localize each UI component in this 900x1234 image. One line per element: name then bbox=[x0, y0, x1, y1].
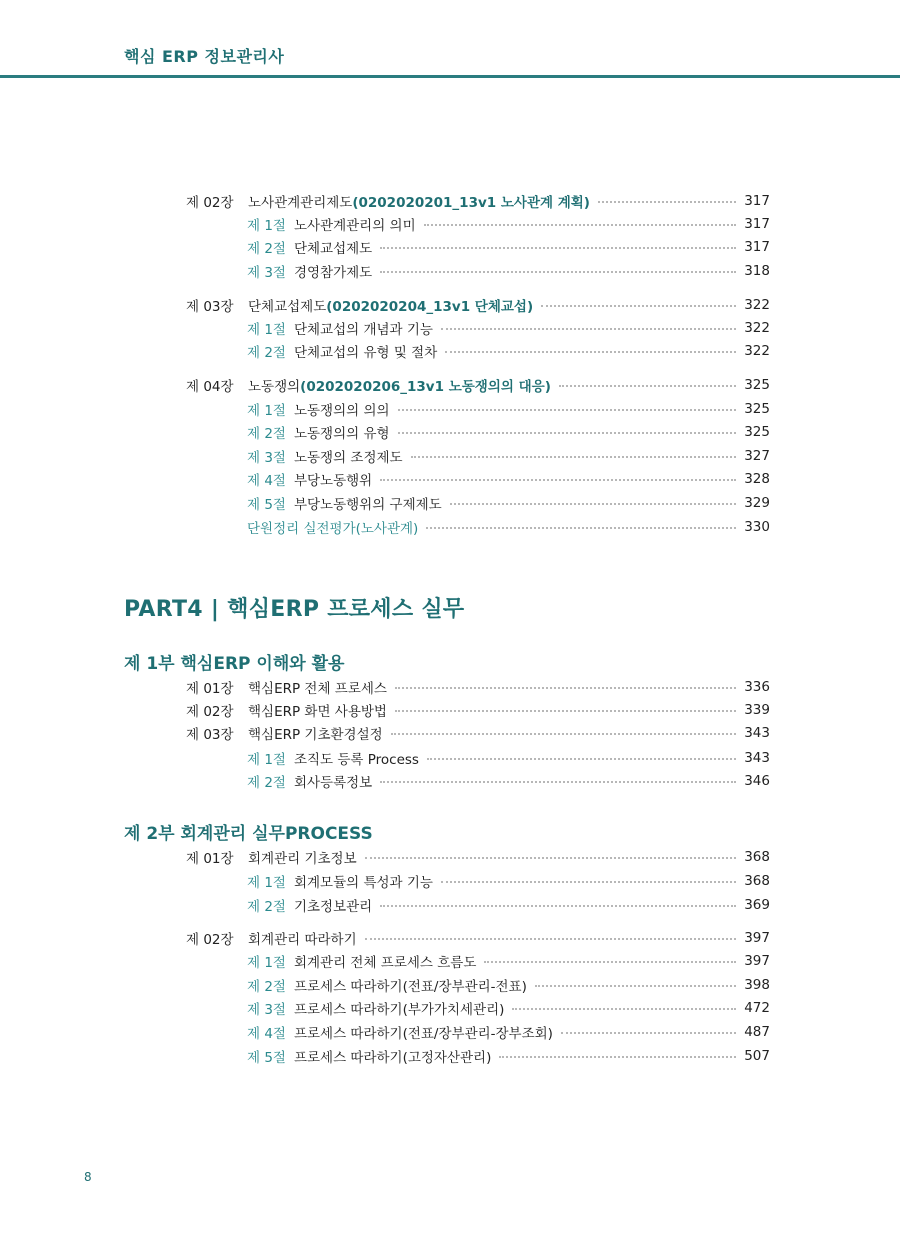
toc-summary-entry[interactable] bbox=[247, 517, 770, 537]
dot-leader bbox=[380, 905, 736, 907]
page-ref: 343 bbox=[744, 725, 770, 741]
toc-section-entry[interactable] bbox=[247, 318, 770, 338]
page-ref: 325 bbox=[744, 401, 770, 417]
page-ref: 328 bbox=[744, 471, 770, 487]
bu1-title: 제 1부 핵심ERP 이해와 활용 bbox=[124, 654, 345, 674]
toc-section-entry[interactable] bbox=[247, 998, 770, 1018]
section-number: 제 3절 bbox=[247, 265, 286, 281]
dot-leader bbox=[441, 881, 736, 883]
dot-leader bbox=[499, 1056, 736, 1058]
dot-leader bbox=[391, 733, 737, 735]
toc-chapter-entry[interactable] bbox=[186, 723, 770, 743]
dot-leader bbox=[395, 710, 736, 712]
section-number: 제 3절 bbox=[247, 450, 286, 466]
entry-title: 회사등록정보 bbox=[293, 775, 373, 791]
toc-section-entry[interactable] bbox=[247, 469, 770, 489]
dot-leader bbox=[561, 1032, 736, 1034]
toc-section-entry[interactable] bbox=[247, 341, 770, 361]
toc-section-entry[interactable] bbox=[247, 422, 770, 442]
toc-section-entry[interactable] bbox=[247, 237, 770, 257]
entry-title: 단체교섭제도 bbox=[248, 299, 327, 315]
section-number: 제 1절 bbox=[247, 403, 286, 419]
dot-leader bbox=[395, 687, 736, 689]
entry-title: 핵심ERP 기초환경설정 bbox=[248, 727, 383, 743]
entry-title: 단원정리 실전평가(노사관계) bbox=[247, 521, 419, 537]
entry-title: 경영참가제도 bbox=[293, 265, 373, 281]
toc-section-entry[interactable] bbox=[247, 1022, 770, 1042]
page-ref: 507 bbox=[744, 1048, 770, 1064]
page-ref: 343 bbox=[744, 750, 770, 766]
dot-leader bbox=[450, 503, 737, 505]
entry-title: 노동쟁의의 의의 bbox=[293, 403, 390, 419]
entry-title: 핵심ERP 전체 프로세스 bbox=[248, 681, 387, 697]
entry-title: 프로세스 따라하기(전표/장부관리-전표) bbox=[293, 979, 527, 995]
toc-section-entry[interactable] bbox=[247, 975, 770, 995]
entry-title: 기초정보관리 bbox=[293, 899, 373, 915]
entry-title: 프로세스 따라하기(부가가치세관리) bbox=[293, 1002, 505, 1018]
dot-leader bbox=[365, 938, 737, 940]
ncs-code: (0202020201_13v1 노사관계 계획) bbox=[352, 195, 590, 211]
header-divider bbox=[0, 75, 900, 78]
chapter-number: 제 02장 bbox=[186, 704, 234, 720]
page-ref: 487 bbox=[744, 1024, 770, 1040]
page-ref: 317 bbox=[744, 193, 770, 209]
dot-leader bbox=[441, 328, 736, 330]
part-title: PART4 | 핵심ERP 프로세스 실무 bbox=[124, 597, 465, 622]
section-number: 제 1절 bbox=[247, 955, 286, 971]
dot-leader bbox=[484, 961, 736, 963]
toc-chapter-entry[interactable] bbox=[186, 928, 770, 948]
dot-leader bbox=[398, 409, 737, 411]
dot-leader bbox=[424, 224, 737, 226]
chapter-number: 제 03장 bbox=[186, 727, 234, 743]
chapter-number: 제 01장 bbox=[186, 681, 234, 697]
entry-title: 단체교섭의 개념과 기능 bbox=[293, 322, 433, 338]
dot-leader bbox=[512, 1008, 736, 1010]
toc-chapter-entry[interactable] bbox=[186, 191, 770, 211]
toc-chapter-entry[interactable] bbox=[186, 677, 770, 697]
page-ref: 346 bbox=[744, 773, 770, 789]
toc-chapter-entry[interactable] bbox=[186, 375, 770, 395]
dot-leader bbox=[411, 456, 737, 458]
entry-title: 프로세스 따라하기(고정자산관리) bbox=[293, 1050, 492, 1066]
dot-leader bbox=[559, 385, 736, 387]
page-ref: 325 bbox=[744, 377, 770, 393]
dot-leader bbox=[427, 758, 736, 760]
page-number: 8 bbox=[84, 1170, 92, 1184]
chapter-number: 제 04장 bbox=[186, 379, 234, 395]
dot-leader bbox=[380, 247, 736, 249]
section-number: 제 2절 bbox=[247, 426, 286, 442]
page-ref: 339 bbox=[744, 702, 770, 718]
entry-title: 회계관리 기초정보 bbox=[248, 851, 357, 867]
page-ref: 317 bbox=[744, 239, 770, 255]
page-ref: 368 bbox=[744, 873, 770, 889]
page-ref: 322 bbox=[744, 297, 770, 313]
toc-section-entry[interactable] bbox=[247, 871, 770, 891]
page-ref: 336 bbox=[744, 679, 770, 695]
dot-leader bbox=[365, 857, 737, 859]
entry-title: 부당노동행위의 구제제도 bbox=[293, 497, 442, 513]
toc-chapter-entry[interactable] bbox=[186, 295, 770, 315]
toc-section-entry[interactable] bbox=[247, 951, 770, 971]
section-number: 제 1절 bbox=[247, 875, 286, 891]
toc-section-entry[interactable] bbox=[247, 493, 770, 513]
toc-section-entry[interactable] bbox=[247, 214, 770, 234]
entry-title: 핵심ERP 화면 사용방법 bbox=[248, 704, 387, 720]
page-ref: 317 bbox=[744, 216, 770, 232]
entry-title: 단체교섭의 유형 및 절차 bbox=[293, 345, 438, 361]
dot-leader bbox=[380, 781, 736, 783]
dot-leader bbox=[380, 271, 736, 273]
running-header-title: 핵심 ERP 정보관리사 bbox=[124, 47, 285, 66]
entry-title: 프로세스 따라하기(전표/장부관리-장부조회) bbox=[293, 1026, 553, 1042]
toc-section-entry[interactable] bbox=[247, 399, 770, 419]
toc-chapter-entry[interactable] bbox=[186, 700, 770, 720]
page-ref: 325 bbox=[744, 424, 770, 440]
entry-title: 조직도 등록 Process bbox=[293, 752, 419, 768]
page-ref: 322 bbox=[744, 343, 770, 359]
toc-section-entry[interactable] bbox=[247, 748, 770, 768]
toc-section-entry[interactable] bbox=[247, 446, 770, 466]
section-number: 제 4절 bbox=[247, 473, 286, 489]
toc-section-entry[interactable] bbox=[247, 1046, 770, 1066]
page-ref: 369 bbox=[744, 897, 770, 913]
page-ref: 318 bbox=[744, 263, 770, 279]
section-number: 제 1절 bbox=[247, 322, 286, 338]
toc-section-entry[interactable] bbox=[247, 771, 770, 791]
page-ref: 397 bbox=[744, 930, 770, 946]
entry-title: 회계모듈의 특성과 기능 bbox=[293, 875, 433, 891]
ncs-code: (0202020204_13v1 단체교섭) bbox=[326, 299, 534, 315]
chapter-number: 제 02장 bbox=[186, 195, 234, 211]
page-ref: 472 bbox=[744, 1000, 770, 1016]
section-number: 제 1절 bbox=[247, 218, 286, 234]
section-number: 제 2절 bbox=[247, 979, 286, 995]
page-ref: 327 bbox=[744, 448, 770, 464]
dot-leader bbox=[445, 351, 736, 353]
page-ref: 330 bbox=[744, 519, 770, 535]
chapter-number: 제 01장 bbox=[186, 851, 234, 867]
page-ref: 322 bbox=[744, 320, 770, 336]
bu2-title: 제 2부 회계관리 실무PROCESS bbox=[124, 824, 373, 844]
section-number: 제 5절 bbox=[247, 1050, 286, 1066]
dot-leader bbox=[541, 305, 736, 307]
page-ref: 398 bbox=[744, 977, 770, 993]
page-ref: 397 bbox=[744, 953, 770, 969]
dot-leader bbox=[598, 201, 736, 203]
ncs-code: (0202020206_13v1 노동쟁의의 대응) bbox=[300, 379, 551, 395]
chapter-number: 제 02장 bbox=[186, 932, 234, 948]
section-number: 제 1절 bbox=[247, 752, 286, 768]
entry-title: 노사관계관리제도 bbox=[248, 195, 353, 211]
section-number: 제 2절 bbox=[247, 775, 286, 791]
entry-title: 회계관리 따라하기 bbox=[248, 932, 357, 948]
entry-title: 노동쟁의 조정제도 bbox=[293, 450, 403, 466]
chapter-number: 제 03장 bbox=[186, 299, 234, 315]
dot-leader bbox=[535, 985, 736, 987]
toc-chapter-entry[interactable] bbox=[186, 847, 770, 867]
section-number: 제 3절 bbox=[247, 1002, 286, 1018]
dot-leader bbox=[426, 527, 736, 529]
dot-leader bbox=[380, 479, 736, 481]
page-ref: 329 bbox=[744, 495, 770, 511]
dot-leader bbox=[398, 432, 737, 434]
entry-title: 부당노동행위 bbox=[293, 473, 373, 489]
section-number: 제 2절 bbox=[247, 345, 286, 361]
section-number: 제 5절 bbox=[247, 497, 286, 513]
toc-section-entry[interactable] bbox=[247, 895, 770, 915]
entry-title: 노사관계관리의 의미 bbox=[293, 218, 416, 234]
page-ref: 368 bbox=[744, 849, 770, 865]
section-number: 제 2절 bbox=[247, 241, 286, 257]
section-number: 제 4절 bbox=[247, 1026, 286, 1042]
entry-title: 회계관리 전체 프로세스 흐름도 bbox=[293, 955, 477, 971]
entry-title: 단체교섭제도 bbox=[293, 241, 373, 257]
section-number: 제 2절 bbox=[247, 899, 286, 915]
entry-title: 노동쟁의 bbox=[248, 379, 301, 395]
toc-section-entry[interactable] bbox=[247, 261, 770, 281]
entry-title: 노동쟁의의 유형 bbox=[293, 426, 390, 442]
